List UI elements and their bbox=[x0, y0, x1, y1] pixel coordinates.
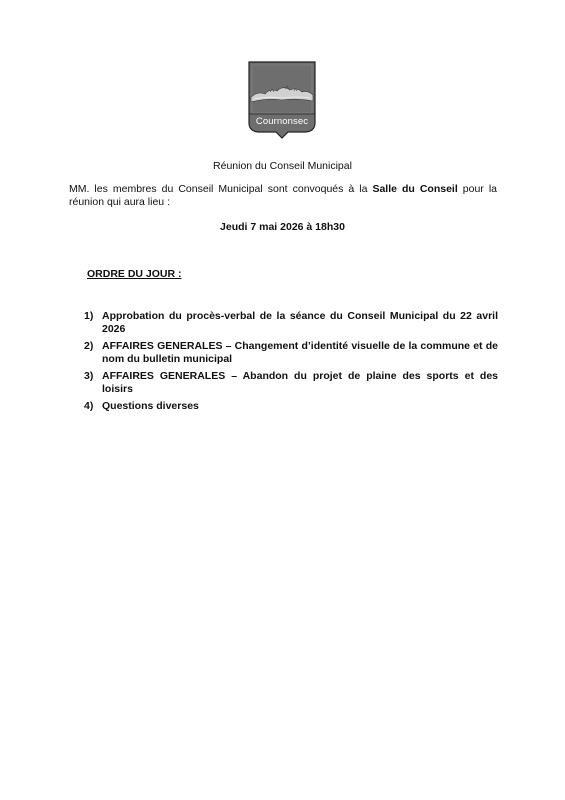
agenda-item-number: 3) bbox=[84, 370, 94, 382]
coat-of-arms-icon bbox=[248, 61, 316, 139]
agenda-heading: ORDRE DU JOUR : bbox=[87, 268, 182, 280]
convocation-paragraph bbox=[69, 183, 497, 209]
convocation-text-after: pour la réunion qui aura lieu : bbox=[69, 183, 497, 208]
agenda-item-text: Approbation du procès-verbal de la séance du Conseil Municipal du 22 avril 2026 bbox=[102, 310, 498, 335]
agenda-item-number: 2) bbox=[84, 340, 94, 352]
agenda-item-text: AFFAIRES GENERALES – Abandon du projet de plaine des sports et des loisirs bbox=[102, 370, 498, 395]
agenda-item-number: 4) bbox=[84, 400, 94, 412]
agenda-item bbox=[84, 400, 498, 413]
logo-caption: Cournonsec bbox=[255, 116, 309, 127]
meeting-location: Salle du Conseil bbox=[372, 183, 458, 195]
meeting-date: Jeudi 7 mai 2026 à 18h30 bbox=[220, 221, 345, 233]
convocation-text-before: MM. les membres du Conseil Municipal sont convoqués à la bbox=[69, 183, 373, 195]
agenda-item-text: Questions diverses bbox=[102, 400, 199, 412]
agenda-item-text: AFFAIRES GENERALES – Changement d’identité visuelle de la commune et de nom du bulletin municipal bbox=[102, 340, 498, 365]
logo bbox=[248, 61, 316, 139]
agenda-item bbox=[84, 310, 498, 335]
page-title: Réunion du Conseil Municipal bbox=[213, 160, 352, 172]
agenda-list bbox=[84, 310, 498, 418]
agenda-item bbox=[84, 340, 498, 365]
agenda-item-number: 1) bbox=[84, 310, 94, 322]
agenda-item bbox=[84, 370, 498, 395]
